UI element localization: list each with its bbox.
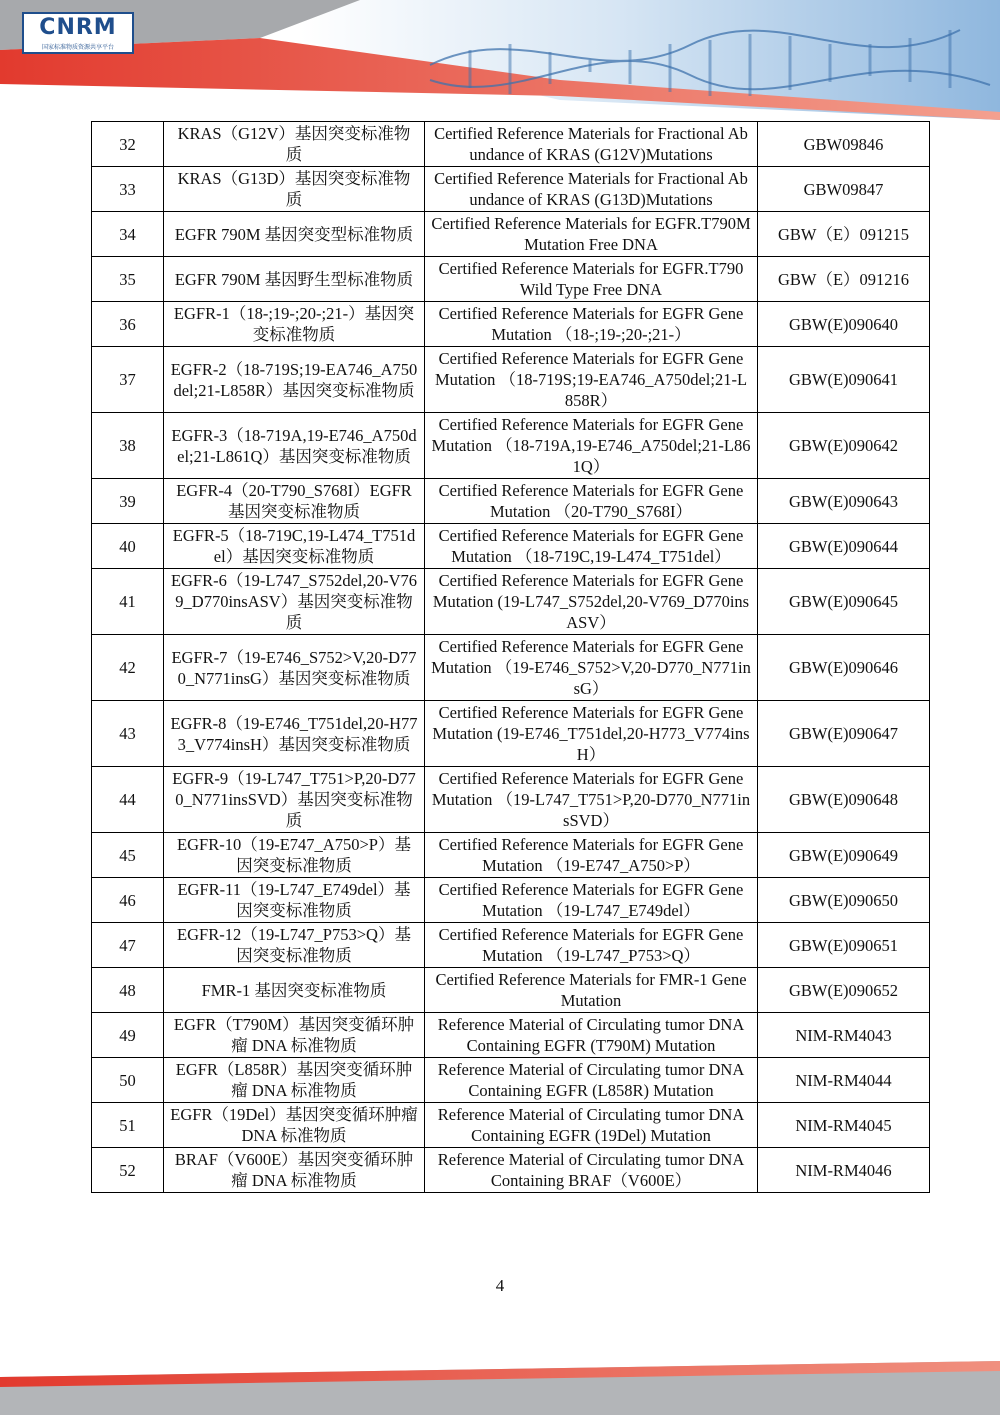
english-name-cell: Certified Reference Materials for EGFR Gene Mutation （18-;19-;20-;21-） <box>425 302 758 347</box>
row-number-cell: 34 <box>92 212 164 257</box>
english-name-cell: Certified Reference Materials for EGFR.T790M Mutation Free DNA <box>425 212 758 257</box>
chinese-name-cell: EGFR-10（19-E747_A750>P）基因突变标准物质 <box>164 833 425 878</box>
header-band <box>0 0 1000 120</box>
english-name-cell: Certified Reference Materials for EGFR Gene Mutation （19-E746_S752>V,20-D770_N771insG） <box>425 635 758 701</box>
chinese-name-cell: EGFR-5（18-719C,19-L474_T751del）基因突变标准物质 <box>164 524 425 569</box>
catalog-code-cell: GBW（E）091216 <box>758 257 930 302</box>
english-name-cell: Reference Material of Circulating tumor DNA Containing BRAF（V600E） <box>425 1148 758 1193</box>
catalog-code-cell: GBW(E)090651 <box>758 923 930 968</box>
row-number-cell: 47 <box>92 923 164 968</box>
english-name-cell: Certified Reference Materials for EGFR Gene Mutation (19-L747_S752del,20-V769_D770insASV） <box>425 569 758 635</box>
chinese-name-cell: EGFR-8（19-E746_T751del,20-H773_V774insH）基因突变标准物质 <box>164 701 425 767</box>
cnrm-logo <box>22 12 134 54</box>
row-number-cell: 51 <box>92 1103 164 1148</box>
row-number-cell: 46 <box>92 878 164 923</box>
table-row <box>92 122 930 167</box>
english-name-cell: Reference Material of Circulating tumor DNA Containing EGFR (T790M) Mutation <box>425 1013 758 1058</box>
chinese-name-cell: KRAS（G13D）基因突变标准物质 <box>164 167 425 212</box>
chinese-name-cell: EGFR-12（19-L747_P753>Q）基因突变标准物质 <box>164 923 425 968</box>
chinese-name-cell: EGFR-2（18-719S;19-EA746_A750del;21-L858R）基因突变标准物质 <box>164 347 425 413</box>
chinese-name-cell: BRAF（V600E）基因突变循环肿瘤 DNA 标准物质 <box>164 1148 425 1193</box>
footer-decoration <box>0 1355 1000 1415</box>
row-number-cell: 41 <box>92 569 164 635</box>
table-row <box>92 1058 930 1103</box>
table-row <box>92 167 930 212</box>
table-row <box>92 923 930 968</box>
english-name-cell: Certified Reference Materials for EGFR Gene Mutation （19-L747_T751>P,20-D770_N771insSVD） <box>425 767 758 833</box>
logo-subtitle: 国家标准物质资源共享平台 <box>41 44 114 51</box>
row-number-cell: 35 <box>92 257 164 302</box>
table-row <box>92 968 930 1013</box>
catalog-code-cell: NIM-RM4044 <box>758 1058 930 1103</box>
english-name-cell: Certified Reference Materials for FMR-1 Gene Mutation <box>425 968 758 1013</box>
table-row <box>92 1013 930 1058</box>
row-number-cell: 48 <box>92 968 164 1013</box>
table-row <box>92 569 930 635</box>
catalog-code-cell: GBW(E)090649 <box>758 833 930 878</box>
catalog-code-cell: GBW（E）091215 <box>758 212 930 257</box>
table-row <box>92 878 930 923</box>
english-name-cell: Certified Reference Materials for Fractional Abundance of KRAS (G13D)Mutations <box>425 167 758 212</box>
row-number-cell: 40 <box>92 524 164 569</box>
row-number-cell: 39 <box>92 479 164 524</box>
table-row <box>92 1103 930 1148</box>
table-row <box>92 635 930 701</box>
chinese-name-cell: EGFR-3（18-719A,19-E746_A750del;21-L861Q）基因突变标准物质 <box>164 413 425 479</box>
catalog-code-cell: GBW(E)090640 <box>758 302 930 347</box>
english-name-cell: Certified Reference Materials for EGFR Gene Mutation （19-E747_A750>P） <box>425 833 758 878</box>
chinese-name-cell: KRAS（G12V）基因突变标准物质 <box>164 122 425 167</box>
table-row <box>92 212 930 257</box>
english-name-cell: Certified Reference Materials for EGFR Gene Mutation （18-719S;19-EA746_A750del;21-L858R） <box>425 347 758 413</box>
chinese-name-cell: EGFR（T790M）基因突变循环肿瘤 DNA 标准物质 <box>164 1013 425 1058</box>
row-number-cell: 37 <box>92 347 164 413</box>
catalog-code-cell: GBW(E)090646 <box>758 635 930 701</box>
chinese-name-cell: EGFR-4（20-T790_S768I）EGFR 基因突变标准物质 <box>164 479 425 524</box>
row-number-cell: 32 <box>92 122 164 167</box>
catalog-code-cell: GBW(E)090645 <box>758 569 930 635</box>
chinese-name-cell: FMR-1 基因突变标准物质 <box>164 968 425 1013</box>
english-name-cell: Certified Reference Materials for Fractional Abundance of KRAS (G12V)Mutations <box>425 122 758 167</box>
table-row <box>92 701 930 767</box>
header-decoration <box>0 0 1000 120</box>
chinese-name-cell: EGFR-1（18-;19-;20-;21-）基因突变标准物质 <box>164 302 425 347</box>
reference-materials-table <box>91 121 930 1193</box>
table-row <box>92 767 930 833</box>
row-number-cell: 42 <box>92 635 164 701</box>
catalog-code-cell: NIM-RM4045 <box>758 1103 930 1148</box>
chinese-name-cell: EGFR（L858R）基因突变循环肿瘤 DNA 标准物质 <box>164 1058 425 1103</box>
row-number-cell: 45 <box>92 833 164 878</box>
catalog-code-cell: GBW09847 <box>758 167 930 212</box>
english-name-cell: Certified Reference Materials for EGFR Gene Mutation （19-L747_P753>Q） <box>425 923 758 968</box>
logo-name: CNRM <box>39 15 117 40</box>
table-body <box>92 122 930 1193</box>
table-row <box>92 524 930 569</box>
table-row <box>92 1148 930 1193</box>
catalog-code-cell: GBW(E)090643 <box>758 479 930 524</box>
english-name-cell: Certified Reference Materials for EGFR.T790 Wild Type Free DNA <box>425 257 758 302</box>
row-number-cell: 44 <box>92 767 164 833</box>
row-number-cell: 43 <box>92 701 164 767</box>
catalog-code-cell: GBW(E)090644 <box>758 524 930 569</box>
english-name-cell: Certified Reference Materials for EGFR Gene Mutation （19-L747_E749del） <box>425 878 758 923</box>
table-row <box>92 833 930 878</box>
catalog-code-cell: GBW(E)090650 <box>758 878 930 923</box>
english-name-cell: Reference Material of Circulating tumor DNA Containing EGFR (L858R) Mutation <box>425 1058 758 1103</box>
chinese-name-cell: EGFR 790M 基因野生型标准物质 <box>164 257 425 302</box>
row-number-cell: 36 <box>92 302 164 347</box>
english-name-cell: Reference Material of Circulating tumor DNA Containing EGFR (19Del) Mutation <box>425 1103 758 1148</box>
chinese-name-cell: EGFR（19Del）基因突变循环肿瘤 DNA 标准物质 <box>164 1103 425 1148</box>
english-name-cell: Certified Reference Materials for EGFR Gene Mutation (19-E746_T751del,20-H773_V774insH） <box>425 701 758 767</box>
chinese-name-cell: EGFR 790M 基因突变型标准物质 <box>164 212 425 257</box>
footer-band <box>0 1355 1000 1415</box>
row-number-cell: 52 <box>92 1148 164 1193</box>
table-row <box>92 302 930 347</box>
catalog-code-cell: NIM-RM4043 <box>758 1013 930 1058</box>
catalog-code-cell: GBW(E)090648 <box>758 767 930 833</box>
row-number-cell: 38 <box>92 413 164 479</box>
english-name-cell: Certified Reference Materials for EGFR Gene Mutation （20-T790_S768I） <box>425 479 758 524</box>
chinese-name-cell: EGFR-6（19-L747_S752del,20-V769_D770insASV）基因突变标准物质 <box>164 569 425 635</box>
chinese-name-cell: EGFR-11（19-L747_E749del）基因突变标准物质 <box>164 878 425 923</box>
row-number-cell: 33 <box>92 167 164 212</box>
catalog-code-cell: GBW(E)090652 <box>758 968 930 1013</box>
catalog-code-cell: NIM-RM4046 <box>758 1148 930 1193</box>
chinese-name-cell: EGFR-7（19-E746_S752>V,20-D770_N771insG）基因突变标准物质 <box>164 635 425 701</box>
table-row <box>92 413 930 479</box>
catalog-code-cell: GBW(E)090641 <box>758 347 930 413</box>
table-row <box>92 347 930 413</box>
chinese-name-cell: EGFR-9（19-L747_T751>P,20-D770_N771insSVD）基因突变标准物质 <box>164 767 425 833</box>
table-row <box>92 257 930 302</box>
english-name-cell: Certified Reference Materials for EGFR Gene Mutation （18-719C,19-L474_T751del） <box>425 524 758 569</box>
row-number-cell: 49 <box>92 1013 164 1058</box>
catalog-code-cell: GBW(E)090647 <box>758 701 930 767</box>
table-row <box>92 479 930 524</box>
english-name-cell: Certified Reference Materials for EGFR Gene Mutation （18-719A,19-E746_A750del;21-L861Q） <box>425 413 758 479</box>
catalog-code-cell: GBW09846 <box>758 122 930 167</box>
page-number: 4 <box>495 1276 505 1295</box>
row-number-cell: 50 <box>92 1058 164 1103</box>
catalog-code-cell: GBW(E)090642 <box>758 413 930 479</box>
